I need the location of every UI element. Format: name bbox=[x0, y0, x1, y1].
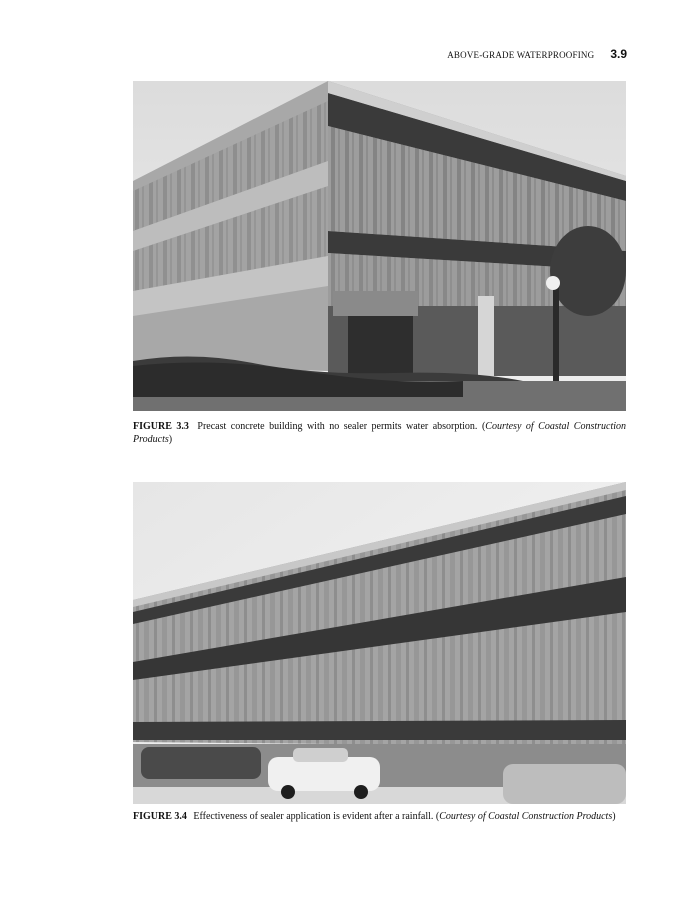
figure-label: FIGURE 3.4 bbox=[133, 811, 187, 822]
credit-close-paren: ) bbox=[612, 811, 616, 822]
credit-open-paren: ( bbox=[435, 811, 440, 822]
caption-text: Effectiveness of sealer application is evident after a rainfall. bbox=[193, 811, 434, 822]
building-photo-image bbox=[133, 81, 626, 411]
figure-label: FIGURE 3.3 bbox=[133, 421, 189, 432]
credit-open-paren: ( bbox=[481, 421, 486, 432]
figure-3-4-photo bbox=[133, 482, 626, 804]
caption-credit: Courtesy of Coastal Construction Products bbox=[133, 421, 626, 445]
running-title: ABOVE-GRADE WATERPROOFING bbox=[447, 50, 595, 60]
caption-text: Precast concrete building with no sealer permits water absorption. bbox=[197, 421, 478, 432]
page-number: 3.9 bbox=[610, 47, 627, 61]
figure-3-4-caption bbox=[133, 811, 626, 824]
figure-3-3-caption bbox=[133, 421, 626, 446]
caption-credit: Courtesy of Coastal Construction Products bbox=[439, 811, 613, 822]
wall-photo-image bbox=[133, 482, 626, 804]
running-head bbox=[447, 47, 627, 61]
credit-close-paren: ) bbox=[168, 433, 173, 445]
figure-3-3-photo bbox=[133, 81, 626, 411]
